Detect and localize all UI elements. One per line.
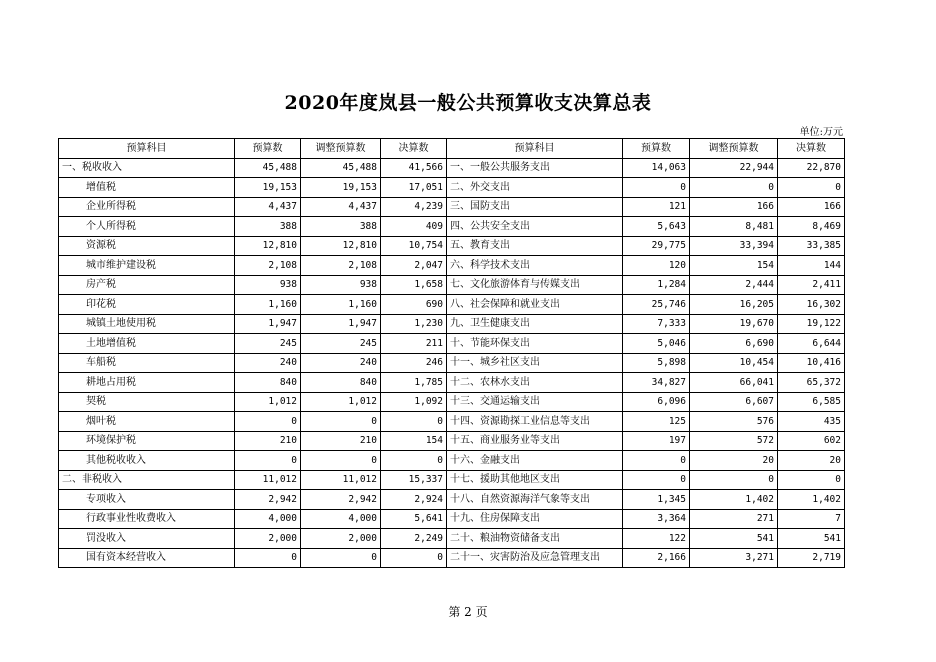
- expense-budget-cell: 120: [623, 256, 690, 276]
- income-item-header: 预算科目: [59, 139, 235, 159]
- income-item-cell: 烟叶税: [59, 412, 235, 432]
- table-row: [59, 373, 845, 393]
- expense-final-cell: 166: [778, 197, 845, 217]
- income-final-cell: 211: [381, 334, 447, 354]
- expense-item-cell: 九、卫生健康支出: [447, 314, 623, 334]
- expense-final-cell: 7: [778, 509, 845, 529]
- expense-budget-cell: 14,063: [623, 158, 690, 178]
- expense-final-cell: 10,416: [778, 353, 845, 373]
- expense-final-cell: 6,585: [778, 392, 845, 412]
- income-budget-cell: 938: [235, 275, 301, 295]
- income-final-cell: 0: [381, 548, 447, 568]
- table-row: [59, 275, 845, 295]
- expense-budget-cell: 125: [623, 412, 690, 432]
- expense-final-cell: 6,644: [778, 334, 845, 354]
- income-item-cell: 其他税收收入: [59, 451, 235, 471]
- expense-adjusted-cell: 166: [690, 197, 778, 217]
- income-final-cell: 2,047: [381, 256, 447, 276]
- expense-adjusted-cell: 271: [690, 509, 778, 529]
- income-final-cell: 10,754: [381, 236, 447, 256]
- income-item-cell: 城市维护建设税: [59, 256, 235, 276]
- income-adjusted-cell: 12,810: [301, 236, 381, 256]
- income-item-cell: 环境保护税: [59, 431, 235, 451]
- income-final-cell: 17,051: [381, 178, 447, 198]
- income-budget-cell: 1,947: [235, 314, 301, 334]
- table-row: [59, 236, 845, 256]
- expense-budget-cell: 5,046: [623, 334, 690, 354]
- expense-item-cell: 一、一般公共服务支出: [447, 158, 623, 178]
- table-row: [59, 392, 845, 412]
- expense-adjusted-cell: 6,690: [690, 334, 778, 354]
- income-adjusted-header: 调整预算数: [301, 139, 381, 159]
- income-item-cell: 车船税: [59, 353, 235, 373]
- income-final-cell: 1,658: [381, 275, 447, 295]
- income-budget-cell: 4,000: [235, 509, 301, 529]
- table-row: [59, 217, 845, 237]
- income-adjusted-cell: 1,160: [301, 295, 381, 315]
- income-adjusted-cell: 0: [301, 451, 381, 471]
- expense-item-cell: 八、社会保障和就业支出: [447, 295, 623, 315]
- table-row: [59, 295, 845, 315]
- expense-item-cell: 十二、农林水支出: [447, 373, 623, 393]
- income-adjusted-cell: 1,012: [301, 392, 381, 412]
- income-budget-cell: 2,942: [235, 490, 301, 510]
- expense-item-cell: 十六、金融支出: [447, 451, 623, 471]
- expense-final-cell: 16,302: [778, 295, 845, 315]
- income-budget-cell: 240: [235, 353, 301, 373]
- expense-final-cell: 19,122: [778, 314, 845, 334]
- expense-item-cell: 十五、商业服务业等支出: [447, 431, 623, 451]
- income-item-cell: 个人所得税: [59, 217, 235, 237]
- income-adjusted-cell: 2,942: [301, 490, 381, 510]
- table-row: [59, 334, 845, 354]
- expense-final-cell: 65,372: [778, 373, 845, 393]
- income-budget-cell: 0: [235, 451, 301, 471]
- income-adjusted-cell: 388: [301, 217, 381, 237]
- income-final-cell: 690: [381, 295, 447, 315]
- expense-item-header: 预算科目: [447, 139, 623, 159]
- income-adjusted-cell: 0: [301, 548, 381, 568]
- income-adjusted-cell: 245: [301, 334, 381, 354]
- income-final-cell: 154: [381, 431, 447, 451]
- income-adjusted-cell: 2,000: [301, 529, 381, 549]
- header-row: [59, 139, 845, 159]
- income-final-cell: 0: [381, 451, 447, 471]
- income-budget-cell: 388: [235, 217, 301, 237]
- table-row: [59, 178, 845, 198]
- expense-adjusted-cell: 10,454: [690, 353, 778, 373]
- income-budget-cell: 12,810: [235, 236, 301, 256]
- expense-item-cell: 二、外交支出: [447, 178, 623, 198]
- expense-budget-cell: 6,096: [623, 392, 690, 412]
- expense-item-cell: 二十一、灾害防治及应急管理支出: [447, 548, 623, 568]
- income-final-cell: 41,566: [381, 158, 447, 178]
- income-adjusted-cell: 840: [301, 373, 381, 393]
- income-item-cell: 耕地占用税: [59, 373, 235, 393]
- income-final-cell: 1,230: [381, 314, 447, 334]
- expense-adjusted-cell: 33,394: [690, 236, 778, 256]
- unit-label: 单位:万元: [799, 127, 843, 138]
- expense-item-cell: 十、节能环保支出: [447, 334, 623, 354]
- expense-adjusted-cell: 576: [690, 412, 778, 432]
- expense-budget-cell: 5,643: [623, 217, 690, 237]
- expense-adjusted-cell: 19,670: [690, 314, 778, 334]
- income-item-cell: 国有资本经营收入: [59, 548, 235, 568]
- income-adjusted-cell: 19,153: [301, 178, 381, 198]
- income-adjusted-cell: 210: [301, 431, 381, 451]
- expense-adjusted-cell: 2,444: [690, 275, 778, 295]
- income-adjusted-cell: 938: [301, 275, 381, 295]
- expense-adjusted-cell: 541: [690, 529, 778, 549]
- income-budget-cell: 2,108: [235, 256, 301, 276]
- expense-final-cell: 33,385: [778, 236, 845, 256]
- expense-final-cell: 0: [778, 178, 845, 198]
- income-item-cell: 二、非税收入: [59, 470, 235, 490]
- expense-adjusted-cell: 16,205: [690, 295, 778, 315]
- expense-budget-cell: 3,364: [623, 509, 690, 529]
- expense-item-cell: 十三、交通运输支出: [447, 392, 623, 412]
- expense-final-cell: 2,411: [778, 275, 845, 295]
- income-final-cell: 1,092: [381, 392, 447, 412]
- expense-budget-cell: 5,898: [623, 353, 690, 373]
- expense-adjusted-cell: 8,481: [690, 217, 778, 237]
- expense-budget-cell: 1,284: [623, 275, 690, 295]
- income-item-cell: 印花税: [59, 295, 235, 315]
- expense-budget-cell: 2,166: [623, 548, 690, 568]
- expense-adjusted-cell: 572: [690, 431, 778, 451]
- expense-budget-cell: 7,333: [623, 314, 690, 334]
- budget-table: [58, 138, 845, 568]
- income-adjusted-cell: 11,012: [301, 470, 381, 490]
- expense-final-cell: 0: [778, 470, 845, 490]
- income-adjusted-cell: 240: [301, 353, 381, 373]
- expense-budget-cell: 34,827: [623, 373, 690, 393]
- expense-adjusted-header: 调整预算数: [690, 139, 778, 159]
- expense-budget-cell: 0: [623, 178, 690, 198]
- table-row: [59, 548, 845, 568]
- income-item-cell: 城镇土地使用税: [59, 314, 235, 334]
- income-budget-cell: 4,437: [235, 197, 301, 217]
- expense-item-cell: 四、公共安全支出: [447, 217, 623, 237]
- income-budget-cell: 1,012: [235, 392, 301, 412]
- income-budget-cell: 0: [235, 548, 301, 568]
- expense-final-cell: 2,719: [778, 548, 845, 568]
- income-item-cell: 契税: [59, 392, 235, 412]
- income-final-header: 决算数: [381, 139, 447, 159]
- expense-adjusted-cell: 154: [690, 256, 778, 276]
- income-item-cell: 资源税: [59, 236, 235, 256]
- income-final-cell: 15,337: [381, 470, 447, 490]
- expense-budget-header: 预算数: [623, 139, 690, 159]
- income-budget-cell: 0: [235, 412, 301, 432]
- table-row: [59, 451, 845, 471]
- income-item-cell: 房产税: [59, 275, 235, 295]
- income-item-cell: 企业所得税: [59, 197, 235, 217]
- expense-adjusted-cell: 6,607: [690, 392, 778, 412]
- income-adjusted-cell: 45,488: [301, 158, 381, 178]
- income-final-cell: 5,641: [381, 509, 447, 529]
- expense-final-cell: 602: [778, 431, 845, 451]
- expense-budget-cell: 1,345: [623, 490, 690, 510]
- income-budget-cell: 2,000: [235, 529, 301, 549]
- table-row: [59, 509, 845, 529]
- table-row: [59, 470, 845, 490]
- expense-item-cell: 十七、援助其他地区支出: [447, 470, 623, 490]
- expense-item-cell: 七、文化旅游体育与传媒支出: [447, 275, 623, 295]
- expense-item-cell: 五、教育支出: [447, 236, 623, 256]
- income-budget-header: 预算数: [235, 139, 301, 159]
- income-budget-cell: 19,153: [235, 178, 301, 198]
- income-final-cell: 2,924: [381, 490, 447, 510]
- expense-budget-cell: 29,775: [623, 236, 690, 256]
- table-row: [59, 490, 845, 510]
- page-title: 2020年度岚县一般公共预算收支决算总表: [284, 92, 652, 114]
- expense-item-cell: 二十、粮油物资储备支出: [447, 529, 623, 549]
- table-row: [59, 353, 845, 373]
- expense-final-cell: 144: [778, 256, 845, 276]
- expense-item-cell: 十九、住房保障支出: [447, 509, 623, 529]
- expense-adjusted-cell: 0: [690, 470, 778, 490]
- expense-item-cell: 十四、资源勘探工业信息等支出: [447, 412, 623, 432]
- expense-budget-cell: 122: [623, 529, 690, 549]
- income-adjusted-cell: 2,108: [301, 256, 381, 276]
- income-item-cell: 土地增值税: [59, 334, 235, 354]
- expense-budget-cell: 197: [623, 431, 690, 451]
- income-budget-cell: 840: [235, 373, 301, 393]
- table-row: [59, 314, 845, 334]
- expense-final-cell: 541: [778, 529, 845, 549]
- income-item-cell: 增值税: [59, 178, 235, 198]
- expense-adjusted-cell: 1,402: [690, 490, 778, 510]
- expense-final-cell: 1,402: [778, 490, 845, 510]
- expense-budget-cell: 0: [623, 470, 690, 490]
- table-row: [59, 256, 845, 276]
- income-budget-cell: 210: [235, 431, 301, 451]
- page-number: 第 2 页: [448, 605, 488, 619]
- expense-final-cell: 22,870: [778, 158, 845, 178]
- income-budget-cell: 45,488: [235, 158, 301, 178]
- income-adjusted-cell: 4,437: [301, 197, 381, 217]
- expense-budget-cell: 0: [623, 451, 690, 471]
- expense-budget-cell: 25,746: [623, 295, 690, 315]
- expense-item-cell: 三、国防支出: [447, 197, 623, 217]
- income-budget-cell: 245: [235, 334, 301, 354]
- expense-final-cell: 435: [778, 412, 845, 432]
- income-budget-cell: 1,160: [235, 295, 301, 315]
- income-budget-cell: 11,012: [235, 470, 301, 490]
- table-row: [59, 197, 845, 217]
- income-adjusted-cell: 4,000: [301, 509, 381, 529]
- table-row: [59, 158, 845, 178]
- expense-budget-cell: 121: [623, 197, 690, 217]
- income-final-cell: 0: [381, 412, 447, 432]
- expense-item-cell: 十八、自然资源海洋气象等支出: [447, 490, 623, 510]
- table-row: [59, 412, 845, 432]
- income-item-cell: 行政事业性收费收入: [59, 509, 235, 529]
- income-item-cell: 一、税收收入: [59, 158, 235, 178]
- expense-final-cell: 20: [778, 451, 845, 471]
- table-row: [59, 431, 845, 451]
- expense-item-cell: 十一、城乡社区支出: [447, 353, 623, 373]
- expense-final-header: 决算数: [778, 139, 845, 159]
- expense-adjusted-cell: 3,271: [690, 548, 778, 568]
- income-final-cell: 2,249: [381, 529, 447, 549]
- expense-final-cell: 8,469: [778, 217, 845, 237]
- expense-adjusted-cell: 22,944: [690, 158, 778, 178]
- expense-item-cell: 六、科学技术支出: [447, 256, 623, 276]
- income-adjusted-cell: 0: [301, 412, 381, 432]
- income-final-cell: 4,239: [381, 197, 447, 217]
- table-row: [59, 529, 845, 549]
- expense-adjusted-cell: 66,041: [690, 373, 778, 393]
- income-adjusted-cell: 1,947: [301, 314, 381, 334]
- income-item-cell: 罚没收入: [59, 529, 235, 549]
- table-body: [59, 158, 845, 568]
- expense-adjusted-cell: 20: [690, 451, 778, 471]
- income-item-cell: 专项收入: [59, 490, 235, 510]
- expense-adjusted-cell: 0: [690, 178, 778, 198]
- income-final-cell: 409: [381, 217, 447, 237]
- income-final-cell: 246: [381, 353, 447, 373]
- income-final-cell: 1,785: [381, 373, 447, 393]
